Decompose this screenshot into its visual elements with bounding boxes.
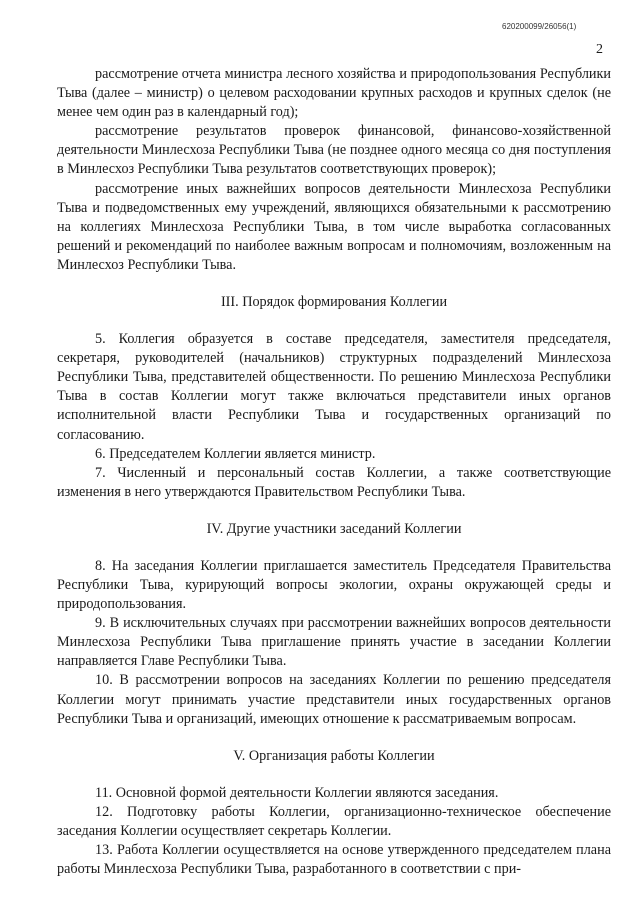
paragraph: 9. В исключительных случаях при рассмотрении важнейших вопросов деятельности Минлесхоза Республики Тыва приглашение принять участие в заседании Коллегии направляется Главе Республики Тыва.	[57, 615, 611, 670]
paragraph: рассмотрение отчета министра лесного хозяйства и природопользования Республики Тыва (далее – министр) о целевом расходовании крупных расходов и крупных сделок (не менее чем один раз в календарный год);	[57, 66, 611, 121]
paragraph: 11. Основной формой деятельности Коллегии являются заседания.	[95, 784, 499, 801]
section-heading-3: III. Порядок формирования Коллегии	[220, 294, 448, 311]
paragraph: 13. Работа Коллегии осуществляется на основе утвержденного председателем плана работы Минлесхоза Республики Тыва, разработанного в соответствии с при-	[57, 842, 611, 878]
section-heading-5: V. Организация работы Коллегии	[233, 747, 435, 764]
paragraph: 10. В рассмотрении вопросов на заседаниях Коллегии по решению председателя Коллегии могут принимать участие представители иных государственных органов Республики Тыва и организаций, имеющих отношение к рассматриваемым вопросам.	[57, 672, 611, 727]
paragraph: рассмотрение иных важнейших вопросов деятельности Минлесхоза Республики Тыва и подведомственных ему учреждений, являющихся обязательными к рассмотрению на коллегиях Минлесхоза Республики Тыва, в том числе выработка согласованных решений и рекомендаций по наиболее важным вопросам и полномочиям, возложенным на Минлесхоз Республики Тыва.	[57, 180, 611, 273]
paragraph: 12. Подготовку работы Коллегии, организационно-техническое обеспечение заседания Коллегии осуществляет секретарь Коллегии.	[57, 803, 611, 839]
paragraph: 5. Коллегия образуется в составе председателя, заместителя председателя, секретаря, руководителей (начальников) структурных подразделений Минлесхоза Республики Тыва, представителей общественности. По решению Минлесхоза Республики Тыва в состав Коллегии могут также включаться представители иных органов исполнительной власти Республики Тыва и государственных организаций по согласованию.	[57, 331, 611, 443]
document-id: 620200099/26056(1)	[502, 22, 577, 31]
document-body	[57, 65, 611, 879]
paragraph: 7. Численный и персональный состав Коллегии, а также соответствующие изменения в него утверждаются Правительством Республики Тыва.	[57, 464, 611, 500]
page-number: 2	[596, 42, 603, 57]
paragraph: 6. Председателем Коллегии является министр.	[95, 445, 376, 462]
paragraph: рассмотрение результатов проверок финансовой, финансово-хозяйственной деятельности Минлесхоза Республики Тыва (не позднее одного месяца со дня поступления в Минлесхоз Республики Тыва результатов соответствующих проверок);	[57, 123, 611, 178]
paragraph: 8. На заседания Коллегии приглашается заместитель Председателя Правительства Республики Тыва, курирующий вопросы экологии, охраны окружающей среды и природопользования.	[57, 557, 611, 613]
section-heading-4: IV. Другие участники заседаний Коллегии	[206, 520, 462, 537]
